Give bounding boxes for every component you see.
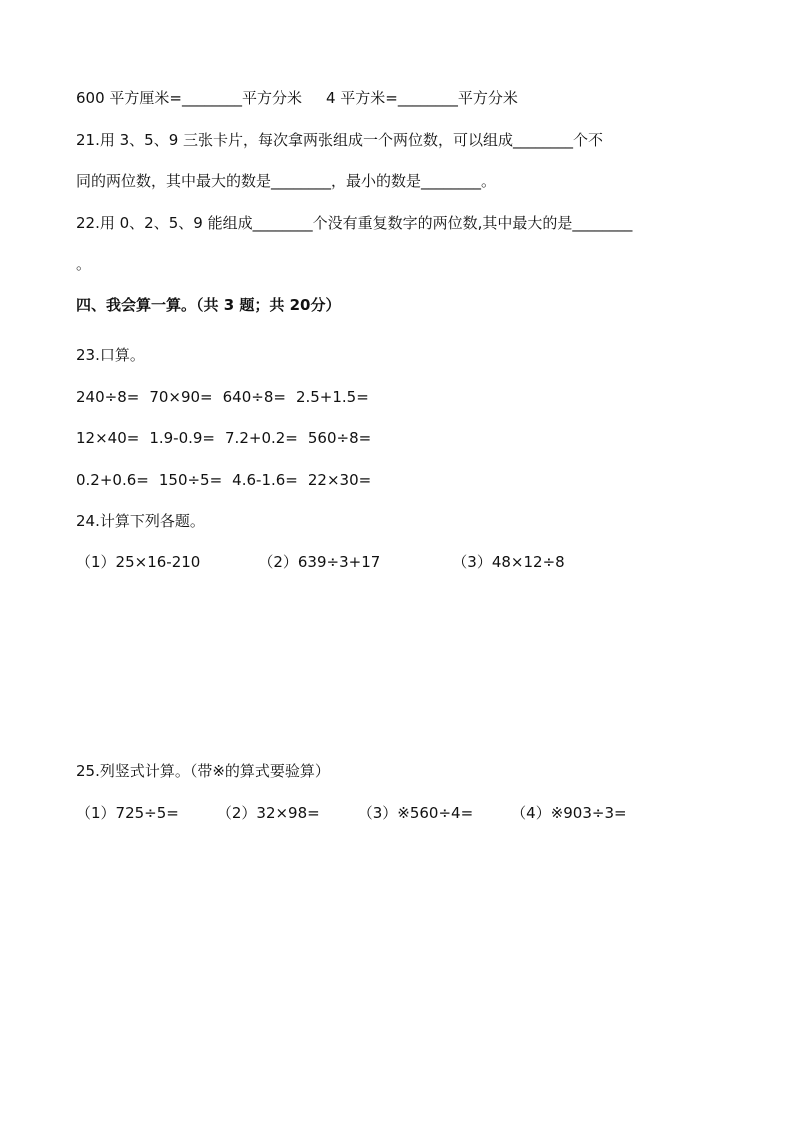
conversion-1: 600 平方厘米=________平方分米 <box>76 89 302 107</box>
oral-item: 2.5+1.5= <box>295 388 369 406</box>
oral-row-3 <box>76 470 371 490</box>
q24-item-1: （1）25×16-210 <box>76 553 201 571</box>
question-21-line-1: 21.用 3、5、9 三张卡片，每次拿两张组成一个两位数，可以组成________个不 <box>76 131 604 149</box>
oral-item: 1.9-0.9= <box>149 429 216 447</box>
oral-item: 150÷5= <box>158 471 223 489</box>
q24-item-3: （3）48×12÷8 <box>452 553 565 571</box>
q25-item-2: （2）32×98= <box>216 804 320 822</box>
question-24-items <box>76 552 565 572</box>
question-25-title: 25.列竖式计算。（带※的算式要验算） <box>76 762 330 780</box>
oral-item: 560÷8= <box>307 429 372 447</box>
question-24-title: 24.计算下列各题。 <box>76 512 205 530</box>
oral-item: 7.2+0.2= <box>225 429 298 447</box>
oral-item: 240÷8= <box>76 388 140 406</box>
q25-item-4: （4）※903÷3= <box>511 804 627 822</box>
q24-item-2: （2）639÷3+17 <box>258 553 381 571</box>
question-22-line-1: 22.用 0、2、5、9 能组成________个没有重复数字的两位数,其中最大的是________ <box>76 214 633 232</box>
question-25-items <box>76 803 627 823</box>
oral-row-2 <box>76 428 371 448</box>
q25-item-1: （1）725÷5= <box>76 804 179 822</box>
conversion-2: 4 平方米=________平方分米 <box>325 89 518 107</box>
oral-item: 640÷8= <box>222 388 286 406</box>
section-4-heading: 四、我会算一算。（共 3 题；共 20分） <box>76 296 341 314</box>
oral-item: 4.6-1.6= <box>232 471 298 489</box>
oral-item: 70×90= <box>149 388 213 406</box>
question-21-line-2: 同的两位数，其中最大的数是________，最小的数是________。 <box>76 172 497 190</box>
q25-item-3: （3）※560÷4= <box>357 804 474 822</box>
oral-item: 12×40= <box>76 429 140 447</box>
oral-row-1 <box>76 387 369 407</box>
oral-item: 0.2+0.6= <box>76 471 149 489</box>
area-conversion-line <box>76 88 518 108</box>
question-22-line-2: 。 <box>76 255 92 273</box>
oral-item: 22×30= <box>307 471 372 489</box>
question-23-title: 23.口算。 <box>76 346 145 364</box>
